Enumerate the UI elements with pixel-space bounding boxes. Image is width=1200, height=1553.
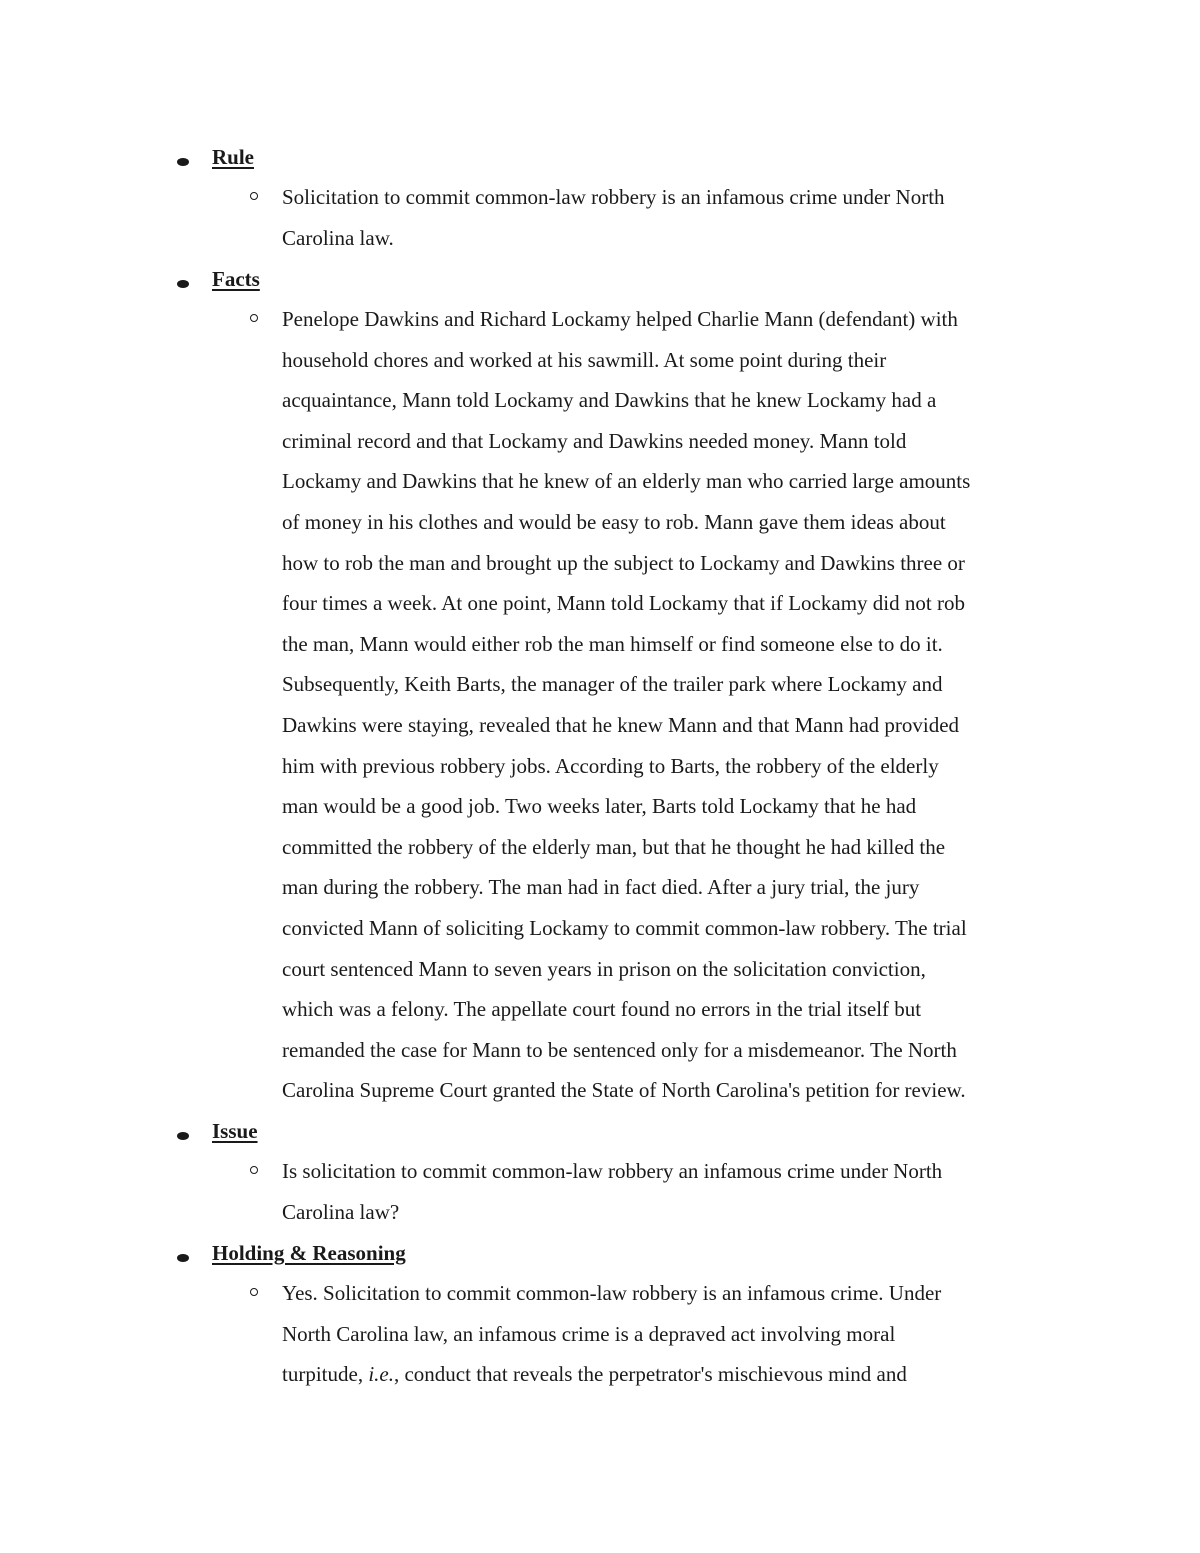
text-line: Penelope Dawkins and Richard Lockamy helped Charlie Mann (defendant) with xyxy=(282,307,958,331)
text-line: Carolina Supreme Court granted the State of North Carolina's petition for review. xyxy=(282,1078,966,1103)
text-line: the man, Mann would either rob the man himself or find someone else to do it. xyxy=(282,631,943,656)
italic-abbreviation: i.e. xyxy=(368,1362,394,1387)
text-line: man during the robbery. The man had in fact died. After a jury trial, the jury xyxy=(282,875,920,900)
hollow-bullet-icon xyxy=(250,1288,258,1296)
text-line: how to rob the man and brought up the subject to Lockamy and Dawkins three or xyxy=(282,550,965,575)
text-line: four times a week. At one point, Mann told Lockamy that if Lockamy did not rob xyxy=(282,591,965,616)
holding-text xyxy=(282,1273,1057,1395)
sub-bullet-item xyxy=(0,299,1200,1111)
bullet-icon xyxy=(177,1254,189,1262)
sub-bullet-item xyxy=(0,1273,1200,1395)
facts-text xyxy=(282,299,1057,1111)
issue-text xyxy=(282,1151,1057,1232)
hollow-bullet-icon xyxy=(250,1166,258,1174)
text-line: Lockamy and Dawkins that he knew of an elderly man who carried large amounts xyxy=(282,469,971,494)
bullet-icon xyxy=(177,1132,189,1140)
text-line: acquaintance, Mann told Lockamy and Dawkins that he knew Lockamy had a xyxy=(282,388,937,413)
text-line: Yes. Solicitation to commit common-law robbery is an infamous crime. Under xyxy=(282,1281,942,1305)
text-line: which was a felony. The appellate court found no errors in the trial itself but xyxy=(282,997,922,1022)
text-fragment: turpitude, xyxy=(282,1362,369,1387)
sub-bullet-item xyxy=(0,1151,1200,1232)
bullet-icon xyxy=(177,158,189,166)
text-line: committed the robbery of the elderly man, but that he thought he had killed the xyxy=(282,834,946,859)
section-facts xyxy=(0,265,1200,1111)
text-line: household chores and worked at his sawmill. At some point during their xyxy=(282,347,887,372)
rule-text xyxy=(282,177,1057,258)
text-line: Carolina law? xyxy=(282,1199,400,1224)
section-heading-holding: Holding & Reasoning xyxy=(212,1241,406,1265)
text-line: remanded the case for Mann to be sentenced only for a misdemeanor. The North xyxy=(282,1037,957,1062)
hollow-bullet-icon xyxy=(250,314,258,322)
section-heading-issue: Issue xyxy=(212,1119,258,1143)
section-issue xyxy=(0,1117,1200,1232)
text-line: him with previous robbery jobs. According to Barts, the robbery of the elderly xyxy=(282,753,939,778)
section-heading-rule: Rule xyxy=(212,145,254,169)
text-fragment: , conduct that reveals the perpetrator's mischievous mind and xyxy=(393,1362,907,1387)
section-holding-reasoning xyxy=(0,1239,1200,1395)
text-line: court sentenced Mann to seven years in prison on the solicitation conviction, xyxy=(282,956,926,981)
sub-bullet-item xyxy=(0,177,1200,258)
text-line: North Carolina law, an infamous crime is a depraved act involving moral xyxy=(282,1321,896,1346)
text-line: man would be a good job. Two weeks later, Barts told Lockamy that he had xyxy=(282,794,917,819)
hollow-bullet-icon xyxy=(250,192,258,200)
text-line: criminal record and that Lockamy and Dawkins needed money. Mann told xyxy=(282,428,907,453)
text-line xyxy=(282,1354,1057,1395)
bullet-icon xyxy=(177,280,189,288)
text-line: Dawkins were staying, revealed that he knew Mann and that Mann had provided xyxy=(282,712,960,737)
section-heading-facts: Facts xyxy=(212,267,260,291)
text-line: convicted Mann of soliciting Lockamy to commit common-law robbery. The trial xyxy=(282,915,967,940)
text-line: Subsequently, Keith Barts, the manager of the trailer park where Lockamy and xyxy=(282,672,943,697)
text-line: of money in his clothes and would be easy to rob. Mann gave them ideas about xyxy=(282,509,946,534)
text-line: Is solicitation to commit common-law robbery an infamous crime under North xyxy=(282,1159,943,1183)
text-line: Solicitation to commit common-law robbery is an infamous crime under North xyxy=(282,185,945,209)
section-rule xyxy=(0,143,1200,258)
text-line: Carolina law. xyxy=(282,225,394,250)
